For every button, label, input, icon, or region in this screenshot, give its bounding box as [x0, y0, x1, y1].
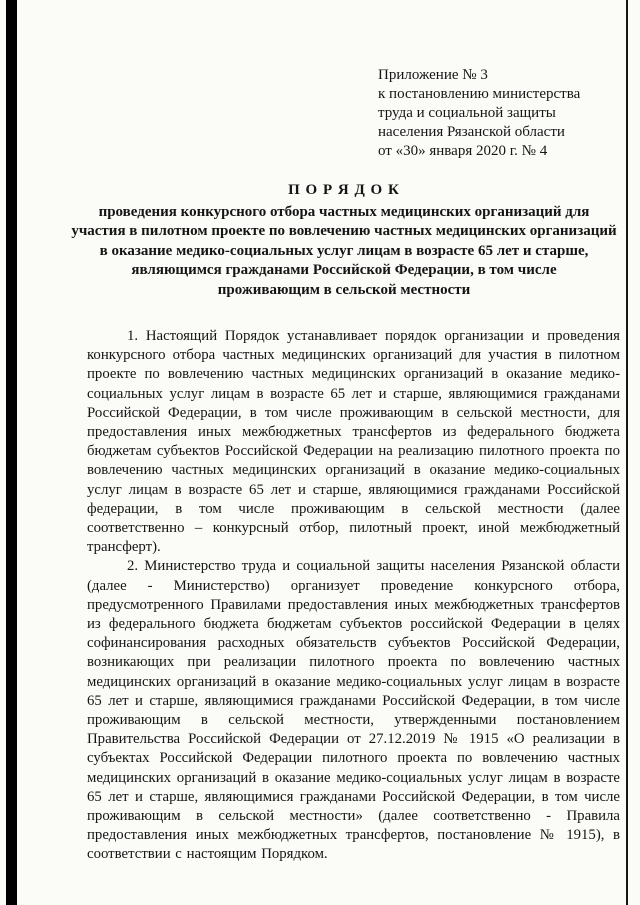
- document-subtitle-line: участия в пилотном проекте по вовлечению частных медицинских организаций: [71, 223, 617, 239]
- scan-artifact-left-bar: [6, 0, 17, 905]
- document-title: П О Р Я Д О К: [288, 182, 400, 198]
- appendix-header-line: населения Рязанской области: [378, 124, 565, 140]
- appendix-header: [378, 66, 618, 161]
- document-subtitle-line: проживающим в сельской местности: [217, 281, 471, 298]
- document-title-block: [70, 181, 618, 300]
- appendix-header-line: труда и социальной защиты: [378, 105, 556, 121]
- appendix-header-line: Приложение № 3: [378, 67, 488, 83]
- document-subtitle-line: в оказание медико-социальных услуг лицам в возрасте 65 лет и старше,: [99, 242, 589, 259]
- body-paragraph-2: 2. Министерство труда и социальной защиты населения Рязанской области (далее - Министерство) организует проведение конкурсного отбора, предусмотренного Правилами предоставления иных межбюджетных трансфертов из федерального бюджета бюджетам субъектов российской Федерации в целях софинансирования расходных обязательств субъектов Российской Федерации, возникающих при реализации пилотного проекта по вовлечению частных медицинских организаций в оказание медико-социальных услуг лицам в возрасте 65 лет и старше, являющимися гражданами Российской Федерации, в том числе проживающим в сельской местности, утвержденными постановлением Правительства Российской Федерации от 27.12.2019 № 1915 «О реализации в субъектах Российской Федерации пилотного проекта по вовлечению частных медицинских организаций в оказание медико-социальных услуг лицам в возрасте 65 лет и старше, являющимися гражданами Российской Федерации, в том числе проживающим в сельской местности» (далее соответственно - Правила предоставления иных межбюджетных трансфертов, постановление № 1915), в соответствии с настоящим Порядком.: [87, 558, 620, 863]
- document-subtitle-line: являющимся гражданами Российской Федерации, в том числе: [131, 262, 557, 278]
- scan-artifact-right-line: [626, 0, 628, 905]
- appendix-header-line: к постановлению министерства: [378, 86, 581, 102]
- body-paragraph-1: 1. Настоящий Порядок устанавливает порядок организации и проведения конкурсного отбора частных медицинских организаций для участия в пилотном проекте по вовлечению частных медицинских организаций в оказание медико-социальных услуг лицам в возрасте 65 лет и старше, являющимися гражданами Российской Федерации, в том числе проживающим в сельской местности, для предоставления иных межбюджетных трансфертов из федерального бюджета бюджетам субъектов Российской Федерации на реализацию пилотного проекта по вовлечению частных медицинских организаций в оказание медико-социальных услуг лицам в возрасте 65 лет и старше, являющимися гражданами Российской федерации, в том числе проживающим в сельской местности (далее соответственно – конкурсный отбор, пилотный проект, иной межбюджетный трансферт).: [87, 328, 620, 556]
- document-subtitle-line: проведения конкурсного отбора частных медицинских организаций для: [98, 203, 590, 220]
- appendix-header-line: от «30» января 2020 г. № 4: [378, 143, 548, 159]
- document-body: [87, 327, 620, 865]
